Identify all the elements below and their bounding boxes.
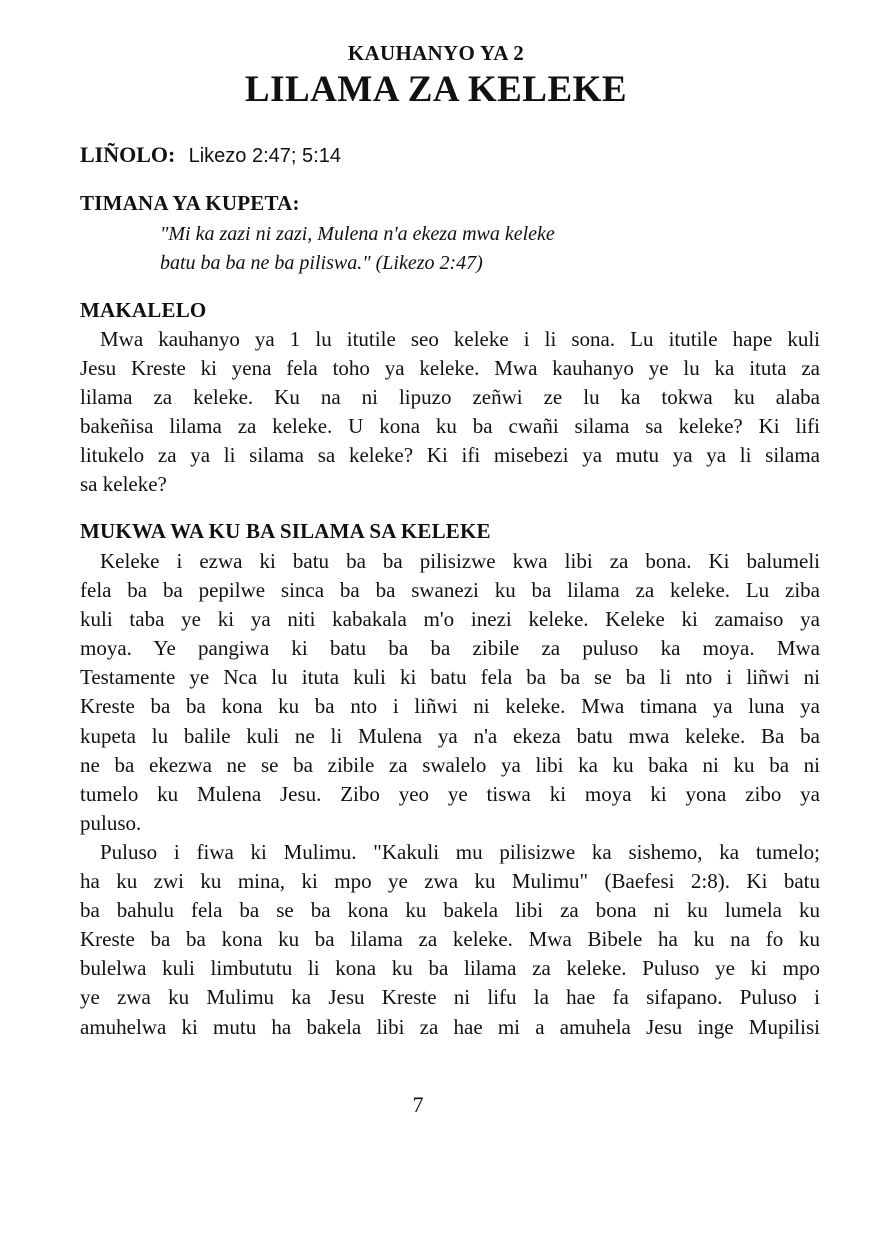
membership-paragraphs	[80, 547, 820, 1042]
paragraph-line: amuhelwa ki mutu ha bakela libi za hae mi a amuhela Jesu inge Mupilisi	[80, 1014, 820, 1039]
paragraph-line: ha ku zwi ku mina, ki mpo ye zwa ku Mulimu" (Baefesi 2:8). Ki batu	[80, 869, 820, 894]
introduction-heading: MAKALELO	[80, 298, 207, 322]
reading-reference	[80, 142, 341, 168]
memory-verse-line: batu ba ba ne ba piliswa." (Likezo 2:47)	[160, 252, 483, 274]
paragraph-line: Puluso i fiwa ki Mulimu. "Kakuli mu pilisizwe ka sishemo, ka tumelo;	[100, 839, 820, 864]
paragraph-line: puluso.	[80, 810, 142, 835]
paragraph-line: bakeñisa lilama za keleke. U kona ku ba cwañi silama sa keleke? Ki lifi	[80, 414, 820, 439]
introduction-paragraph	[80, 325, 820, 500]
paragraph-line: ne ba ekezwa ne se ba zibile za swalelo ya libi ka ku baka ni ku ba ni	[80, 752, 820, 777]
memory-verse-line: "Mi ka zazi ni zazi, Mulena n'a ekeza mwa keleke	[160, 223, 555, 245]
paragraph-line: tumelo ku Mulena Jesu. Zibo yeo ye tiswa ki moya ki yona zibo ya	[80, 781, 820, 806]
membership-heading: MUKWA WA KU BA SILAMA SA KELEKE	[80, 519, 491, 543]
paragraph-line: bulelwa kuli limbututu li kona ku ba lilama za keleke. Puluso ye ki mpo	[80, 956, 820, 981]
reading-value: Likezo 2:47; 5:14	[188, 145, 341, 167]
paragraph-line: Keleke i ezwa ki batu ba ba pilisizwe kwa libi za bona. Ki balumeli	[100, 549, 820, 573]
paragraph-line: moya. Ye pangiwa ki batu ba ba zibile za puluso ka moya. Mwa	[80, 636, 820, 661]
paragraph-line: kuli taba ye ki ya niti kabakala m'o inezi keleke. Keleke ki zamaiso ya	[80, 607, 820, 632]
paragraph-line: ba bahulu fela ba se ba kona ku bakela libi za bona ni ku lumela ku	[80, 898, 820, 923]
paragraph-line: ye zwa ku Mulimu ka Jesu Kreste ni lifu la hae fa sifapano. Puluso i	[80, 985, 820, 1010]
paragraph-line: Kreste ba ba kona ku ba nto i liñwi ni keleke. Mwa timana ya luna ya	[80, 694, 820, 719]
paragraph-line: Testamente ye Nca lu ituta kuli ki batu fela ba ba se ba li nto i liñwi ni	[80, 665, 820, 690]
paragraph-line: fela ba ba pepilwe sinca ba ba swanezi ku ba lilama za keleke. Lu ziba	[80, 578, 820, 603]
chapter-label: KAUHANYO YA 2	[347, 41, 525, 65]
paragraph-line: Jesu Kreste ki yena fela toho ya keleke. Mwa kauhanyo ye lu ka ituta za	[80, 356, 820, 381]
paragraph-line: kupeta lu balile kuli ne li Mulena ya n'a ekeza batu mwa keleke. Ba ba	[80, 723, 820, 748]
memory-verse-quote	[160, 220, 555, 278]
reading-label: LIÑOLO:	[80, 142, 176, 167]
paragraph-line: Kreste ba ba kona ku ba lilama za keleke. Mwa Bibele ha ku na fo ku	[80, 927, 820, 952]
memory-verse-heading: TIMANA YA KUPETA:	[80, 191, 300, 215]
paragraph-line: lilama za keleke. Ku na ni lipuzo zeñwi ze lu ka tokwa ku alaba	[80, 385, 820, 410]
paragraph-line: Mwa kauhanyo ya 1 lu itutile seo keleke i li sona. Lu itutile hape kuli	[100, 327, 820, 351]
chapter-title: LILAMA ZA KELEKE	[244, 69, 628, 110]
page-number: 7	[412, 1092, 424, 1117]
paragraph-line: sa keleke?	[80, 472, 167, 497]
paragraph-line: litukelo za ya li silama sa keleke? Ki ifi misebezi ya mutu ya ya li silama	[80, 443, 820, 468]
